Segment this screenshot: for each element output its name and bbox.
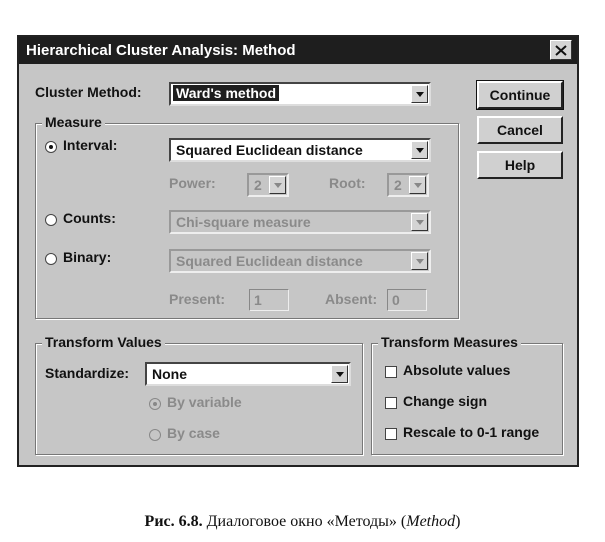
window-title: Hierarchical Cluster Analysis: Method [26,42,296,59]
method-dialog [17,35,579,467]
continue-button[interactable]: Continue [477,81,563,109]
present-value: 1 [254,292,262,308]
standardize-label: Standardize: [45,365,130,381]
rescale-checkbox[interactable] [385,428,397,440]
chevron-down-icon[interactable] [411,85,428,103]
by-case-label: By case [167,425,220,441]
absent-field[interactable] [387,289,427,311]
chevron-down-icon[interactable] [411,141,428,159]
by-variable-radio[interactable] [149,398,161,410]
interval-radio[interactable] [45,141,57,153]
transform-measures-title: Transform Measures [378,334,521,350]
present-label: Present: [169,291,226,307]
transform-values-title: Transform Values [42,334,165,350]
present-field[interactable] [249,289,289,311]
caption-italic: Method [406,513,456,530]
counts-measure-value: Chi-square measure [176,214,311,230]
interval-measure-select[interactable] [169,138,431,162]
counts-radio[interactable] [45,214,57,226]
close-button[interactable] [550,40,572,60]
cluster-method-value: Ward's method [173,85,279,101]
binary-measure-select[interactable] [169,249,431,273]
chevron-down-icon[interactable] [411,213,428,231]
caption-prefix: Рис. 6.8. [144,513,203,530]
chevron-down-icon[interactable] [269,176,286,194]
cancel-button[interactable]: Cancel [477,116,563,144]
interval-measure-value: Squared Euclidean distance [176,142,363,158]
root-value: 2 [394,177,402,193]
caption-suffix: ) [455,513,461,530]
binary-measure-value: Squared Euclidean distance [176,253,363,269]
change-sign-label: Change sign [403,393,488,409]
change-sign-checkbox[interactable] [385,397,397,409]
close-icon [555,45,567,56]
binary-label: Binary: [63,249,112,265]
chevron-down-icon[interactable] [411,252,428,270]
root-label: Root: [329,175,366,191]
standardize-value: None [152,366,187,382]
caption-text: Диалоговое окно «Методы» ( [202,513,407,530]
by-case-radio[interactable] [149,429,161,441]
cluster-method-select[interactable] [169,82,431,106]
interval-label: Interval: [63,137,118,153]
power-label: Power: [169,175,216,191]
figure-caption [0,513,605,531]
absent-label: Absent: [325,291,378,307]
absolute-values-checkbox[interactable] [385,366,397,378]
rescale-label: Rescale to 0-1 range [403,424,540,440]
title-bar[interactable] [19,37,577,64]
power-select[interactable] [247,173,289,197]
absolute-values-label: Absolute values [403,362,511,378]
standardize-select[interactable] [145,362,351,386]
chevron-down-icon[interactable] [331,365,348,383]
measure-group-title: Measure [42,114,105,130]
by-variable-label: By variable [167,394,242,410]
binary-radio[interactable] [45,253,57,265]
help-button[interactable]: Help [477,151,563,179]
counts-label: Counts: [63,210,116,226]
chevron-down-icon[interactable] [409,176,426,194]
counts-measure-select[interactable] [169,210,431,234]
root-select[interactable] [387,173,429,197]
absent-value: 0 [392,292,400,308]
cluster-method-label: Cluster Method: [35,84,142,100]
power-value: 2 [254,177,262,193]
